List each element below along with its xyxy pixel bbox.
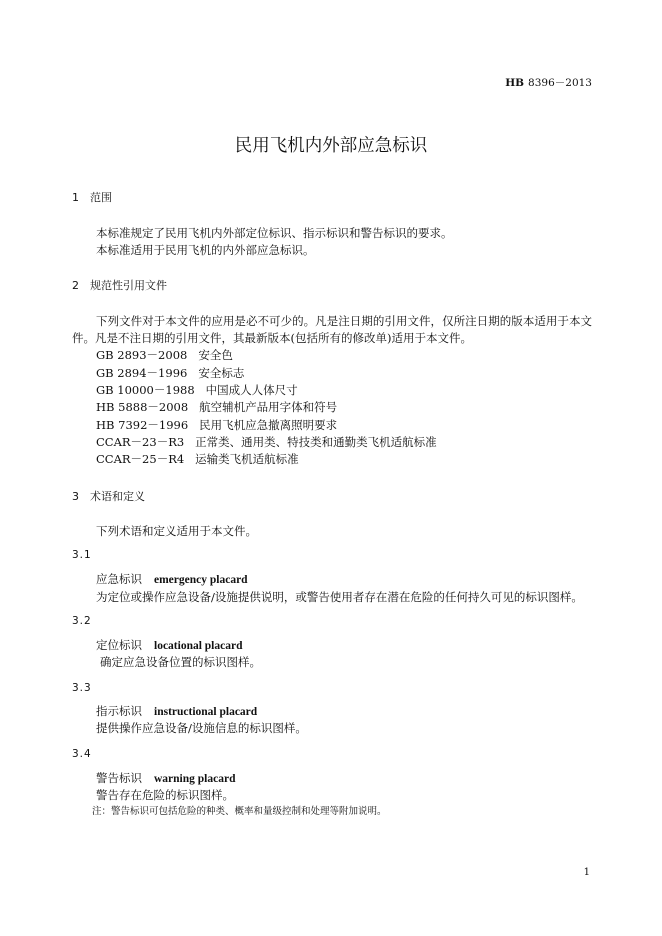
reference-code: GB 2894－1996 (96, 365, 188, 380)
paragraph: 本标准规定了民用飞机内外部定位标识、指示标识和警告标识的要求。 (96, 225, 453, 240)
page-number: 1 (583, 867, 590, 878)
reference-title: 正常类、通用类、特技类和通勤类飞机适航标准 (195, 434, 437, 449)
term-chinese: 警告标识 (96, 770, 142, 785)
term-definition: 为定位或操作应急设备/设施提供说明，或警告使用者存在潜在危险的任何持久可见的标识图样。 (96, 589, 583, 604)
paragraph: 下列术语和定义适用于本文件。 (96, 523, 257, 538)
reference-code: HB 7392－1996 (96, 417, 189, 432)
term-heading (96, 770, 235, 788)
term-chinese: 定位标识 (96, 637, 142, 652)
section-title: 术语和定义 (90, 489, 145, 503)
reference-title: 航空辅机产品用字体和符号 (199, 400, 338, 415)
term-english: locational placard (154, 639, 243, 652)
term-definition: 提供操作应急设备/设施信息的标识图样。 (96, 720, 307, 735)
reference-title: 运输类飞机适航标准 (195, 452, 299, 467)
terms-intro (72, 523, 592, 540)
clause-number: 3.1 (72, 548, 92, 561)
section-title: 规范性引用文件 (90, 278, 167, 292)
section-number: 2 (72, 278, 79, 292)
paragraph: 下列文件对于本文件的应用是必不可少的。凡是注日期的引用文件，仅所注日期的版本适用于本文件。凡是不注日期的引用文件，其最新版本(包括所有的修改单)适用于本文件。 (72, 313, 592, 345)
reference-item (96, 382, 592, 399)
reference-title: 中国成人人体尺寸 (205, 382, 298, 397)
term-chinese: 应急标识 (96, 571, 142, 586)
reference-list (96, 347, 592, 468)
term-note: 注：警告标识可包括危险的种类、概率和量级控制和处理等附加说明。 (92, 806, 387, 817)
reference-title: 安全色 (198, 348, 233, 363)
reference-item (96, 347, 592, 364)
standard-number-header (505, 76, 592, 90)
reference-code: GB 10000－1988 (96, 382, 195, 397)
term-definition: 确定应急设备位置的标识图样。 (100, 654, 261, 669)
reference-code: CCAR－23－R3 (96, 434, 185, 449)
section-heading-terms (72, 488, 145, 505)
paragraph: 本标准适用于民用飞机的内外部应急标识。 (96, 242, 315, 257)
reference-title: 安全标志 (198, 365, 245, 380)
references-intro (72, 313, 592, 347)
reference-item (96, 399, 592, 416)
term-chinese: 指示标识 (96, 703, 142, 718)
clause-number: 3.2 (72, 614, 92, 627)
section-number: 3 (72, 489, 79, 503)
section-number: 1 (72, 190, 79, 204)
document-title: 民用飞机内外部应急标识 (234, 136, 428, 156)
reference-code: HB 5888－2008 (96, 400, 189, 415)
scope-paragraphs (72, 225, 592, 259)
reference-code: CCAR－25－R4 (96, 452, 185, 467)
clause-number: 3.4 (72, 747, 92, 760)
reference-item (96, 417, 592, 434)
reference-code: GB 2893－2008 (96, 348, 188, 363)
term-english: warning placard (154, 772, 236, 785)
reference-item (96, 451, 592, 468)
term-definition: 警告存在危险的标识图样。 (96, 787, 234, 802)
term-english: instructional placard (154, 705, 258, 718)
reference-item (96, 434, 592, 451)
reference-title: 民用飞机应急撤离照明要求 (199, 417, 338, 432)
term-heading (96, 571, 248, 589)
section-heading-scope (72, 189, 112, 206)
section-heading-normative-references (72, 277, 167, 294)
term-heading (96, 637, 243, 655)
standard-number: 8396－2013 (528, 77, 592, 89)
standard-prefix: HB (505, 77, 525, 89)
reference-item (96, 365, 592, 382)
term-english: emergency placard (154, 573, 248, 586)
term-heading (96, 703, 257, 721)
clause-number: 3.3 (72, 681, 92, 694)
section-title: 范围 (90, 190, 112, 204)
